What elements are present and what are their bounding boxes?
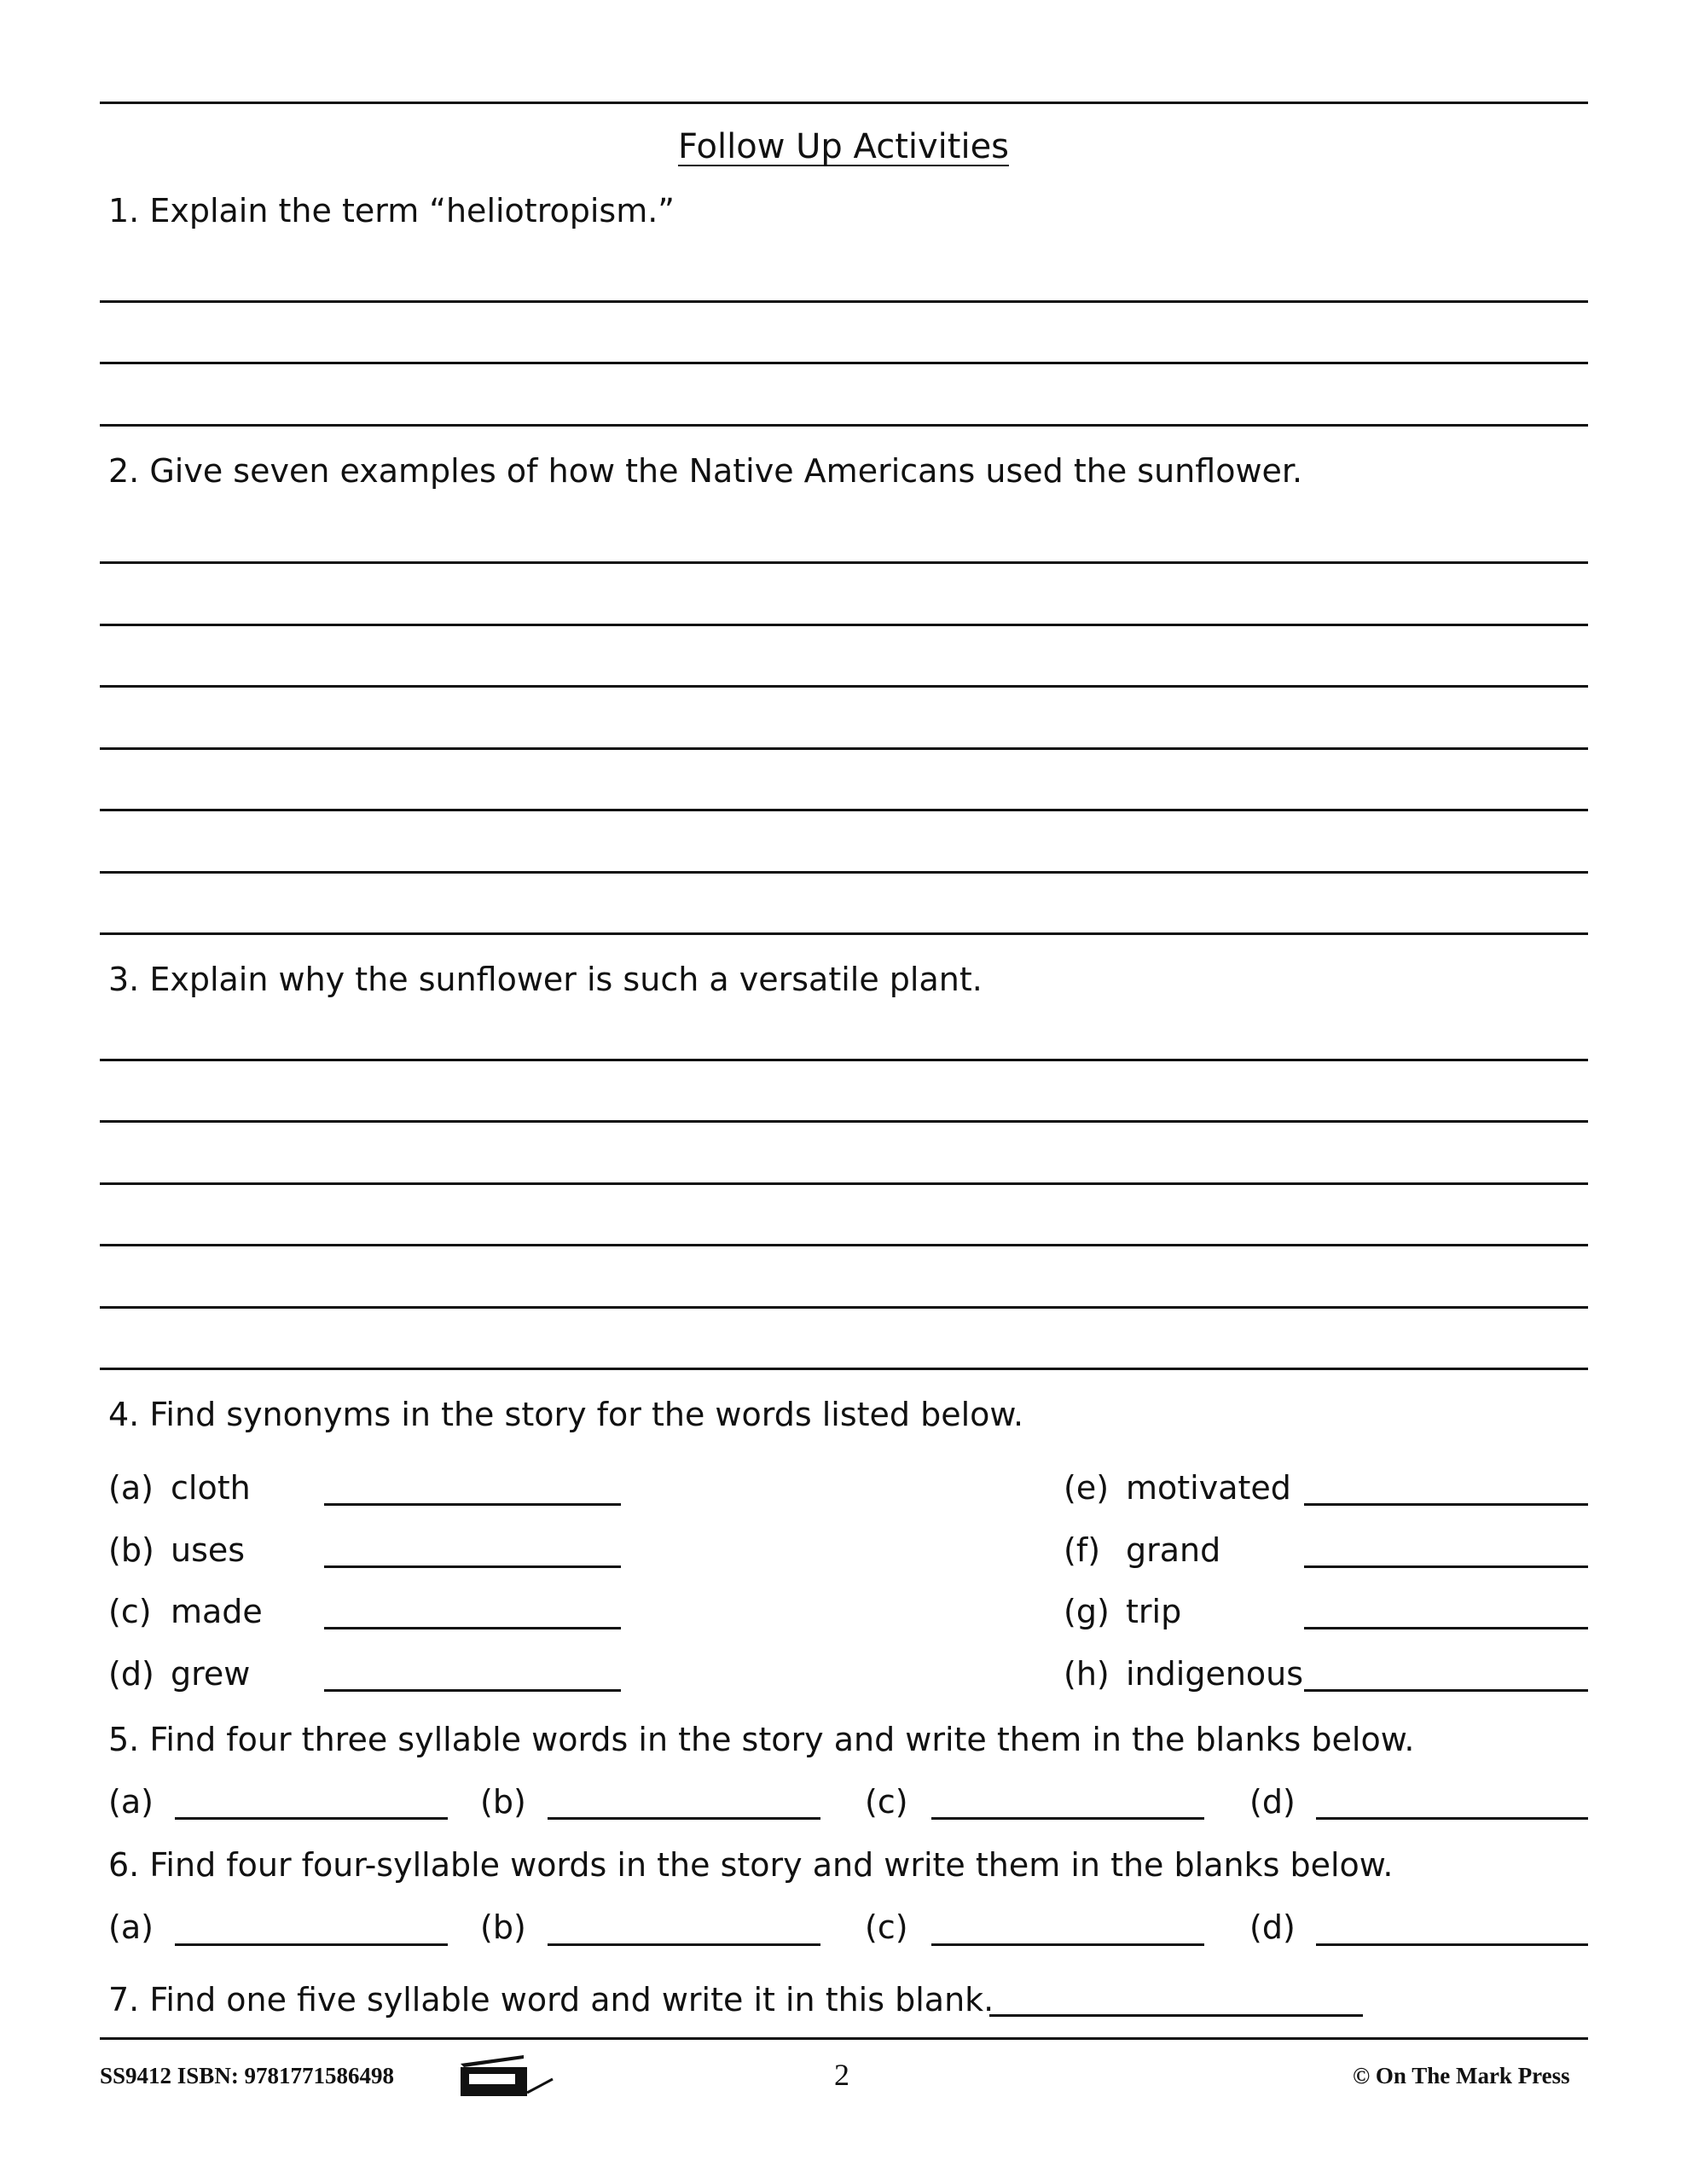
footer-code: SS9412 ISBN: 9781771586498 [100,2063,395,2088]
bottom-rule [100,2037,1588,2040]
answer-line[interactable] [100,809,1588,811]
synonym-letter: (e) [1064,1469,1110,1507]
synonym-word: uses [171,1531,246,1569]
synonym-word: cloth [171,1469,251,1507]
synonym-word: trip [1126,1593,1182,1630]
answer-line[interactable] [100,424,1588,427]
synonym-letter: (a) [108,1469,154,1507]
top-rule [100,102,1588,104]
question-7: 7. Find one five syllable word and write it in this blank. [108,1981,994,2018]
question-3: 3. Explain why the sunflower is such a versatile plant. [108,961,983,998]
answer-line[interactable] [100,1182,1588,1185]
photocopier-icon [459,2053,554,2100]
blank-label: (c) [865,1908,908,1946]
answer-line[interactable] [100,1059,1588,1061]
copyright: © On The Mark Press [1353,2063,1570,2088]
answer-line[interactable] [100,1120,1588,1123]
question-5: 5. Find four three syllable words in the story and write them in the blanks below. [108,1721,1415,1758]
blank-label: (d) [1249,1783,1296,1821]
synonym-blank[interactable] [1304,1689,1588,1692]
answer-line[interactable] [100,871,1588,874]
word-blank[interactable] [548,1943,820,1946]
synonym-word: motivated [1126,1469,1291,1507]
word-blank[interactable] [548,1817,820,1820]
page-number: 2 [834,2058,849,2092]
blank-label: (a) [108,1783,154,1821]
question-6: 6. Find four four-syllable words in the story and write them in the blanks below. [108,1846,1394,1884]
synonym-blank[interactable] [324,1689,621,1692]
question-2: 2. Give seven examples of how the Native Americans used the sunflower. [108,452,1303,490]
answer-line[interactable] [100,624,1588,626]
word-blank[interactable] [175,1817,448,1820]
answer-line[interactable] [100,561,1588,564]
answer-line[interactable] [100,685,1588,688]
synonym-blank[interactable] [1304,1565,1588,1568]
blank-label: (a) [108,1908,154,1946]
synonym-letter: (h) [1064,1655,1110,1693]
blank-label: (c) [865,1783,908,1821]
answer-line[interactable] [100,362,1588,364]
page-title: Follow Up Activities [677,127,1010,166]
question-4: 4. Find synonyms in the story for the words listed below. [108,1396,1024,1433]
synonym-word: grand [1126,1531,1221,1569]
word-blank[interactable] [931,1943,1204,1946]
synonym-word: made [171,1593,263,1630]
word-blank[interactable] [175,1943,448,1946]
word-blank[interactable] [1316,1943,1588,1946]
question-1: 1. Explain the term “heliotropism.” [108,192,675,229]
synonym-blank[interactable] [1304,1627,1588,1629]
blank-label: (b) [480,1783,526,1821]
word-blank[interactable] [931,1817,1204,1820]
synonym-letter: (d) [108,1655,154,1693]
synonym-letter: (g) [1064,1593,1110,1630]
answer-line[interactable] [100,932,1588,935]
synonym-letter: (f) [1064,1531,1101,1569]
answer-line[interactable] [100,1306,1588,1309]
blank-label: (b) [480,1908,526,1946]
word-blank[interactable] [989,2014,1363,2017]
synonym-word: indigenous [1126,1655,1304,1693]
synonym-word: grew [171,1655,251,1693]
synonym-blank[interactable] [1304,1503,1588,1506]
synonym-blank[interactable] [324,1565,621,1568]
blank-label: (d) [1249,1908,1296,1946]
word-blank[interactable] [1316,1817,1588,1820]
answer-line[interactable] [100,300,1588,303]
answer-line[interactable] [100,747,1588,750]
answer-line[interactable] [100,1368,1588,1370]
answer-line[interactable] [100,1244,1588,1246]
synonym-letter: (b) [108,1531,154,1569]
synonym-letter: (c) [108,1593,152,1630]
synonym-blank[interactable] [324,1627,621,1629]
synonym-blank[interactable] [324,1503,621,1506]
